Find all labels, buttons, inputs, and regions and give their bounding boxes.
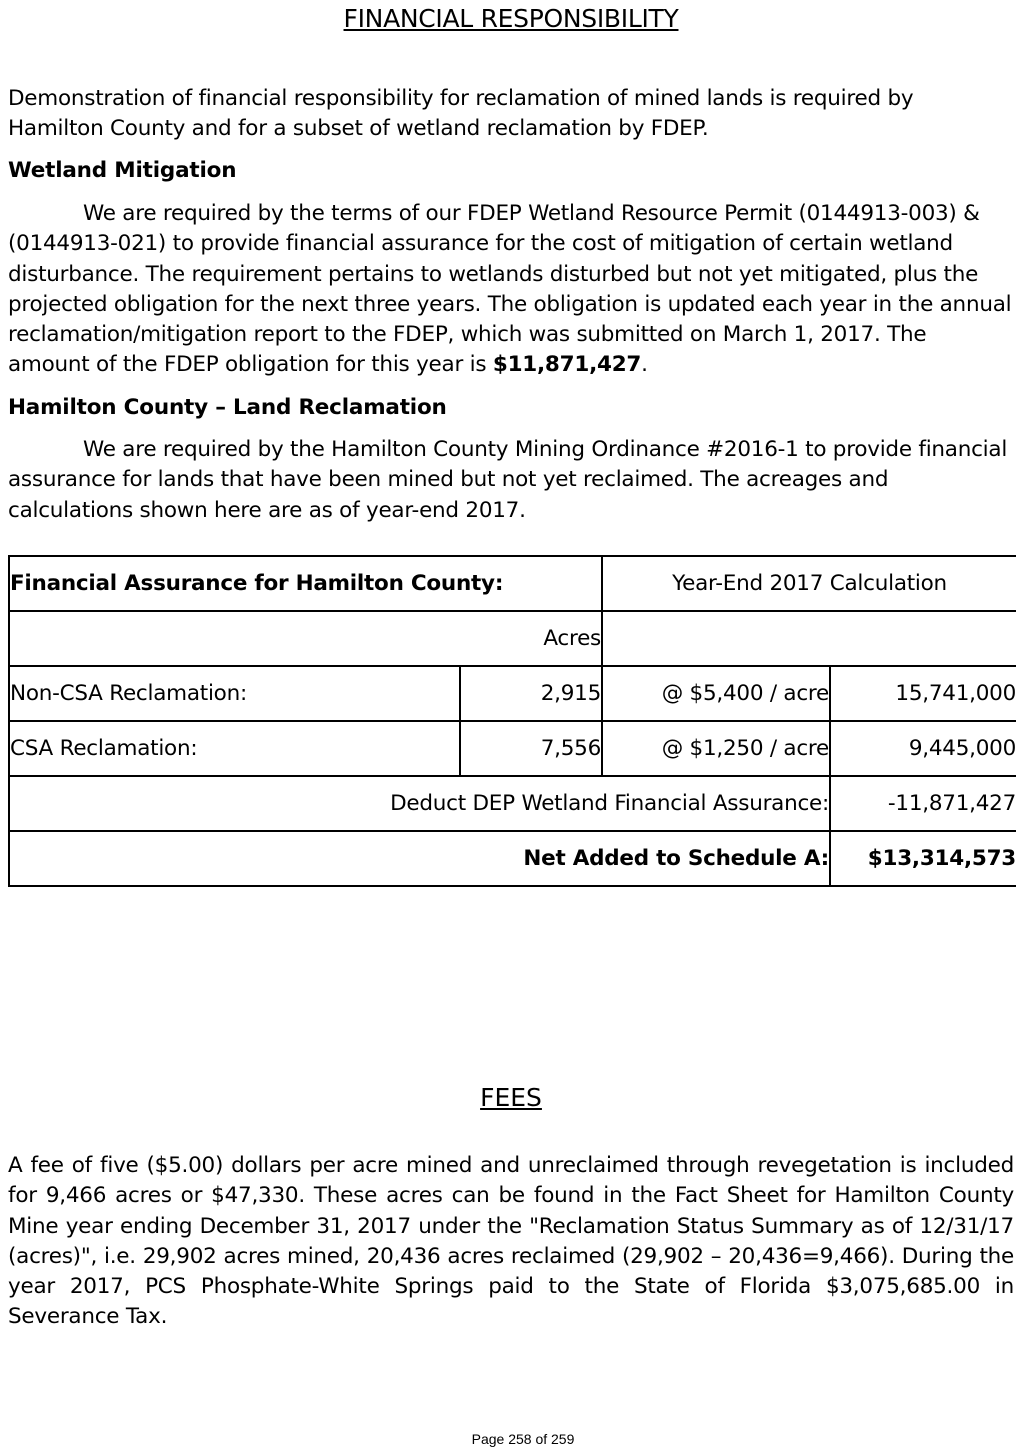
county-paragraph: We are required by the Hamilton County Mining Ordinance #2016-1 to provide financial assurance for lands that have been mined but not yet reclaimed. The acreages and calculations shown here are as of year-end 2017. [8,437,1008,523]
row-rate-cell: @ $5,400 / acre [602,666,830,721]
header-label-cell: Financial Assurance for Hamilton County: [9,556,602,611]
intro-paragraph: Demonstration of financial responsibility for reclamation of mined lands is required by Hamilton County and for a subset of wetland reclamation by FDEP. [8,86,914,142]
wetland-text: We are required by the terms of our FDEP Wetland Resource Permit (0144913-003) & (0144913-021) to provide financial assurance for the cost of mitigation of certain wetland disturbance. The requirement pertains to wetlands disturbed but not yet mitigated, plus the projected obligation for the next three years. The obligation is updated each year in the annual reclamation/mitigation report to the FDEP, which was submitted on March 1, 2017. The amount of the FDEP obligation for this year is [8,201,1012,378]
deduct-label-cell: Deduct DEP Wetland Financial Assurance: [9,776,830,831]
row-amount-cell: 15,741,000 [830,666,1016,721]
row-rate-cell: @ $1,250 / acre [602,721,830,776]
table-row [9,721,1016,776]
financial-assurance-table [8,555,1016,887]
table-header-row [9,556,1016,611]
fees-title: FEES [480,1083,542,1112]
fees-paragraph: A fee of five ($5.00) dollars per acre mined and unreclaimed through revegetation is included for 9,466 acres or $47,330. These acres can be found in the Fact Sheet for Hamilton County Mine year ending December 31, 2017 under the "Reclamation Status Summary as of 12/31/17 (acres)", i.e. 29,902 acres mined, 20,436 acres reclaimed (29,902 – 20,436=9,466). During the year 2017, PCS Phosphate-White Springs paid to the State of Florida $3,075,685.00 in Severance Tax. [8,1153,1014,1330]
row-acres-cell: 7,556 [460,721,602,776]
wetland-amount: $11,871,427 [492,352,642,378]
net-amount-cell: $13,314,573 [830,831,1016,886]
wetland-paragraph [8,199,1014,381]
acres-header-row [9,611,1016,666]
county-heading: Hamilton County – Land Reclamation [8,395,447,420]
wetland-end: . [641,352,648,378]
acres-label-cell: Acres [9,611,602,666]
row-label-cell: Non-CSA Reclamation: [9,666,460,721]
net-label-cell: Net Added to Schedule A: [9,831,830,886]
deduct-amount-cell: -11,871,427 [830,776,1016,831]
net-row [9,831,1016,886]
acres-empty-cell [602,611,1016,666]
page-title: FINANCIAL RESPONSIBILITY [343,4,679,33]
page-number: Page 258 of 259 [471,1431,575,1447]
row-acres-cell: 2,915 [460,666,602,721]
deduct-row [9,776,1016,831]
wetland-heading: Wetland Mitigation [8,158,237,183]
table-row [9,666,1016,721]
row-amount-cell: 9,445,000 [830,721,1016,776]
header-calc-cell: Year-End 2017 Calculation [602,556,1016,611]
row-label-cell: CSA Reclamation: [9,721,460,776]
